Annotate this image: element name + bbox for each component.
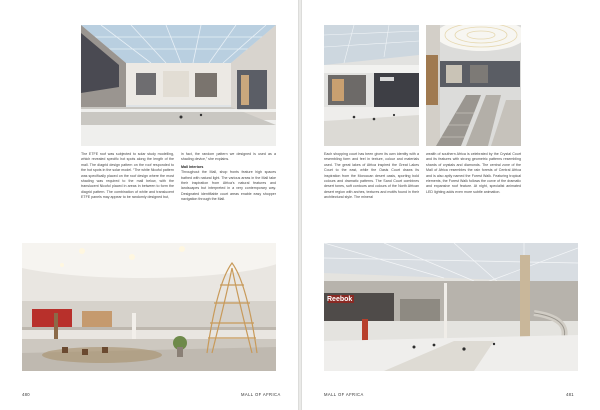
right-column-1: [324, 152, 419, 201]
running-head: MALL OF AFRICA: [241, 392, 281, 397]
body-text: Throughout the Mall, shop fronts feature high spaces bathed with natural light. The various areas in the Mall take their inspiration from Africa’s natural features and landscapes but interpreted in a very contemporary way. Designated identifiable court areas enable easy shopper navigation through the Mall.: [181, 170, 276, 202]
photo-mall-corridor: [81, 25, 276, 146]
body-text: in fact, the random pattern we designed is used as a shading device,” she explains.: [181, 152, 276, 162]
page-number: 481: [566, 392, 574, 397]
body-text: The ETFE roof was subjected to solar study modelling, which revealed specific hot spots along the length of the mall. The diagrid design pattern on the roof responded to the hot spots in the solar model. “The white Nicofol pattern was specifically placed on the roof design where the most shading was required to the mall below, with the translucent Nicofol placed in areas in between to form the diagrid pattern. The combination of white and translucent ETFE panels may appear to be randomly designed but,: [81, 152, 174, 200]
left-column-1: [81, 152, 174, 201]
right-column-2: [426, 152, 521, 195]
store-sign: Reebok: [327, 296, 353, 303]
page-number: 480: [22, 392, 30, 397]
photo-atrium-stores: [324, 25, 419, 146]
right-page: [302, 0, 600, 410]
photo-crystal-court: [324, 243, 578, 371]
photo-escalator-court: [426, 25, 521, 146]
photo-court-pavilion: [22, 243, 276, 371]
left-column-2: [181, 152, 276, 203]
body-text: wealth of southern Africa is celebrated by the Crystal Court and its features with strong geometric patterns resembling shards of crystals and diamonds. The central zone of the Mall of Africa resembles the rain forests of Central Africa and is also aptly named the Forest Walk. Featuring tropical elements, the Forest Walk follows the curve of the dramatic and expansive roof feature. At night, specialist animated LED lighting adds even more subtle animation.: [426, 152, 521, 194]
section-heading: Mall Interiors: [181, 164, 204, 169]
body-text: Each shopping court has been given its own identity with a resembling form and feel in texture, colour and materials used. The great lakes of Africa inspired the Great Lakes Court to the east, while the Oasis Court draws its inspiration from the Moroccan desert oasis, sporting bold colours and dramatic patterns. The Sand Court combines desert tones, soft contours and colours of the North African desert region with arches, textures and motifs found in their architectural style. The mineral: [324, 152, 419, 200]
left-page: [0, 0, 298, 410]
running-head: MALL OF AFRICA: [324, 392, 364, 397]
